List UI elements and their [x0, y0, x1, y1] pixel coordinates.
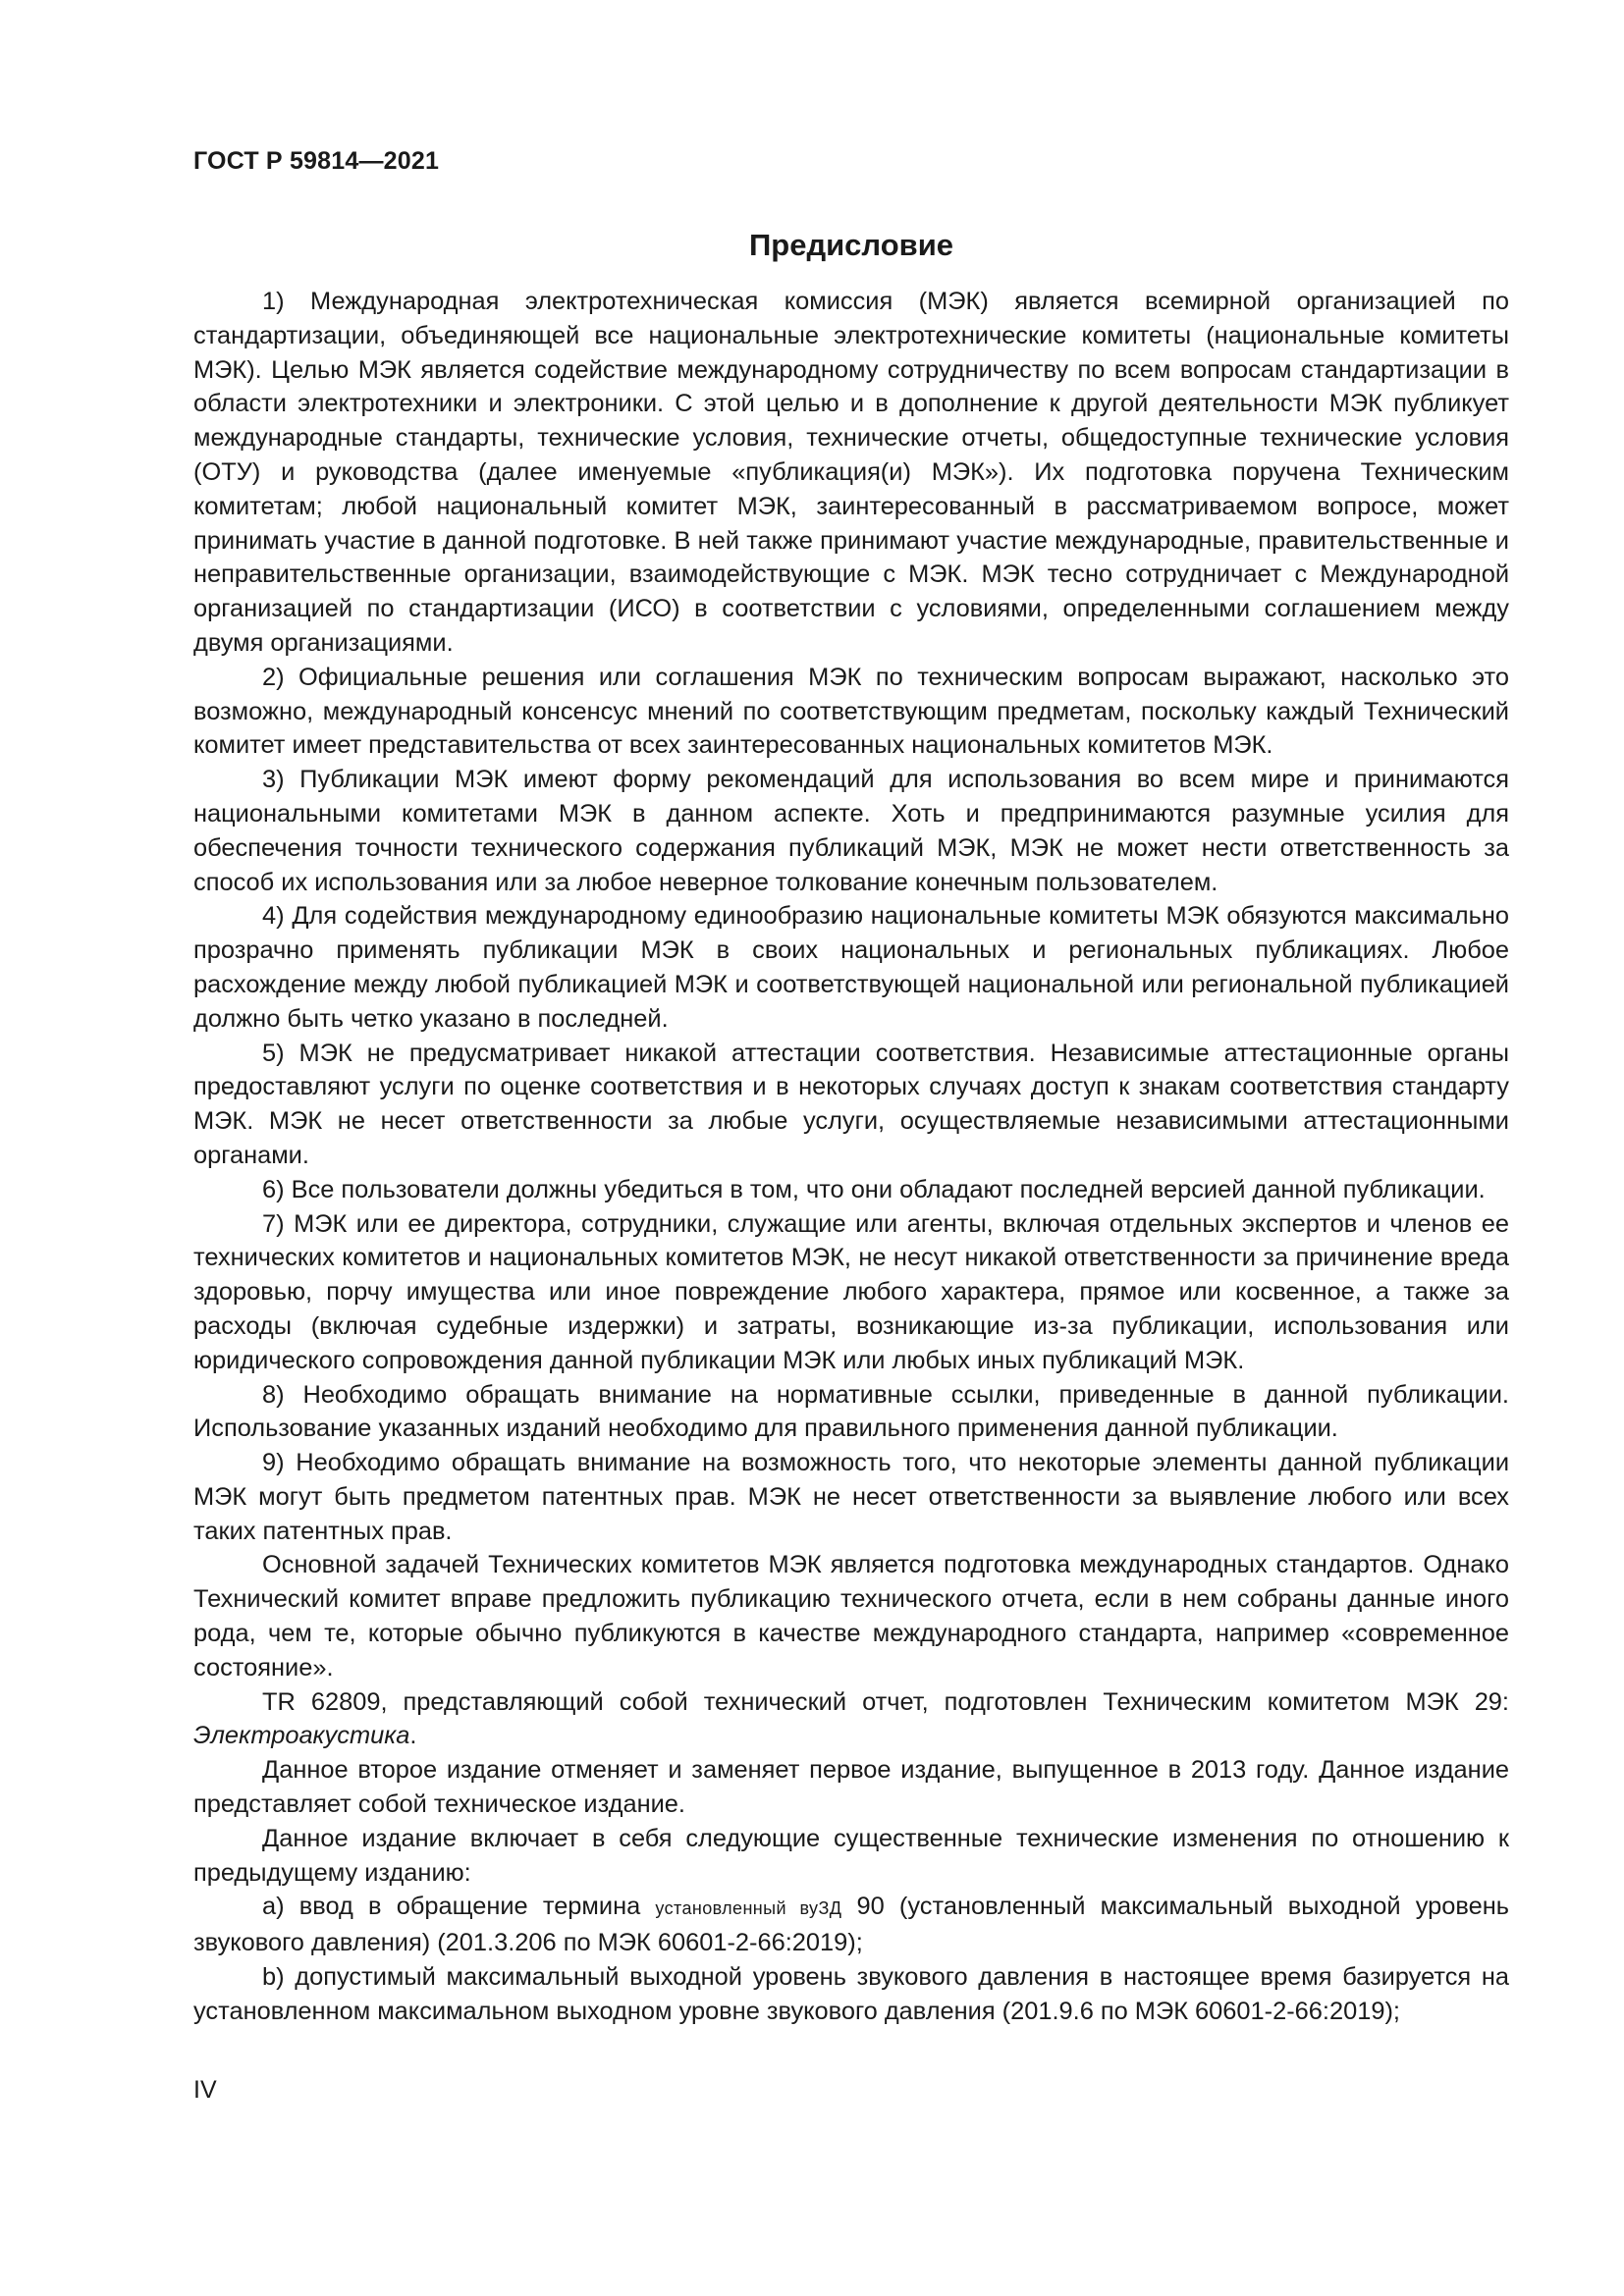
paragraph-1: 1) Международная электротехническая комиссия (МЭК) является всемирной организацией по стандартизации, объединяющей все национальные электротехнические комитеты (национальные комитеты МЭК). Целью МЭК является содействие международному сотрудничеству по всем вопросам стандартизации в области электротехники и электроники. С этой целью и в дополнение к другой деятельности МЭК публикует международные стандарты, технические условия, технические отчеты, общедоступные технические условия (ОТУ) и руководства (далее именуемые «публикация(и) МЭК»). Их подготовка поручена Техническим комитетам; любой национальный комитет МЭК, заинтересованный в рассматриваемом вопросе, может принимать участие в данной подготовке. В ней также принимают участие международные, правительственные и неправительственные организации, взаимодействующие с МЭК. МЭК тесно сотрудничает с Международной организацией по стандартизации (ИСО) в соответствии с условиями, определенными соглашением между двумя организациями.	[193, 288, 1509, 657]
paragraph-4: 4) Для содействия международному единообразию национальные комитеты МЭК обязуются максимально прозрачно применять публикации МЭК в своих национальных и региональных публикациях. Любое расхождение между любой публикацией МЭК и соответствующей национальной или региональной публикацией должно быть четко указано в последней.	[193, 902, 1509, 1033]
list-item-a-end: 90 (установленный максимальный выходной уровень звукового давления) (201.3.206 по МЭК 60601-2-66:2019);	[193, 1893, 1509, 1957]
paragraph-7: 7) МЭК или ее директора, сотрудники, служащие или агенты, включая отдельных экспертов и членов ее технических комитетов и национальных комитетов МЭК, не несут никакой ответственности за причинение вреда здоровью, порчу имущества или иное повреждение любого характера, прямое или косвенное, а также за расходы (включая судебные издержки) и затраты, возникающие из-за публикации, использования или юридического сопровождения данной публикации МЭК или любых иных публикаций МЭК.	[193, 1209, 1509, 1374]
paragraph-tc-task: Основной задачей Технических комитетов МЭК является подготовка международных стандартов. Однако Технический комитет вправе предложить публикацию технического отчета, если в нем собраны данные иного рода, чем те, которые обычно публикуются в качестве международного стандарта, например «современное состояние».	[193, 1551, 1509, 1682]
list-item-a-start: a) ввод в обращение термина	[262, 1893, 656, 1921]
committee-name: Электроакустика	[193, 1722, 410, 1750]
paragraph-second-edition: Данное второе издание отменяет и заменяет первое издание, выпущенное в 2013 году. Данное издание представляет собой техническое издание.	[193, 1756, 1509, 1819]
tr-prepared-text: TR 62809, представляющий собой технический отчет, подготовлен Техническим комитетом МЭК 29:	[262, 1687, 1509, 1716]
page-number: IV	[193, 2076, 217, 2104]
list-item-a	[193, 1890, 1509, 1960]
body-text	[193, 285, 1509, 2029]
list-item-b: b) допустимый максимальный выходной уровень звукового давления в настоящее время базируется на установленном максимальном выходном уровне звукового давления (201.9.6 по МЭК 60601-2-66:2019);	[193, 1963, 1509, 2025]
tr-prepared-end: .	[409, 1722, 417, 1750]
page-title: Предисловие	[748, 228, 953, 262]
document-code: ГОСТ Р 59814—2021	[193, 147, 440, 175]
paragraph-changes-intro: Данное издание включает в себя следующие существенные технические изменения по отношению к предыдущему изданию:	[193, 1824, 1509, 1887]
paragraph-2: 2) Официальные решения или соглашения МЭК по техническим вопросам выражают, насколько это возможно, международный консенсус мнений по соответствующим предметам, поскольку каждый Технический комитет имеет представительства от всех заинтересованных национальных комитетов МЭК.	[193, 663, 1509, 760]
paragraph-8: 8) Необходимо обращать внимание на нормативные ссылки, приведенные в данной публикации. Использование указанных изданий необходимо для правильного применения данной публикации.	[193, 1380, 1509, 1443]
paragraph-5: 5) МЭК не предусматривает никакой аттестации соответствия. Независимые аттестационные органы предоставляют услуги по оценке соответствия и в некоторых случаях доступ к знакам соответствия стандарту МЭК. МЭК не несет ответственности за любые услуги, осуществляемые независимыми аттестационными органами.	[193, 1039, 1509, 1169]
paragraph-tr-prepared	[193, 1685, 1509, 1754]
paragraph-9: 9) Необходимо обращать внимание на возможность того, что некоторые элементы данной публикации МЭК могут быть предметом патентных прав. МЭК не несет ответственности за выявление любого или всех таких патентных прав.	[193, 1449, 1509, 1545]
paragraph-3: 3) Публикации МЭК имеют форму рекомендаций для использования во всем мире и принимаются национальными комитетами МЭК в данном аспекте. Хоть и предпринимаются разумные усилия для обеспечения точности технического содержания публикаций МЭК, МЭК не может нести ответственность за способ их использования или за любое неверное толкование конечным пользователем.	[193, 766, 1509, 896]
term-smallcaps: установленный вуЗД	[655, 1898, 842, 1919]
paragraph-6: 6) Все пользователи должны убедиться в том, что они обладают последней версией данной публикации.	[262, 1175, 1486, 1203]
